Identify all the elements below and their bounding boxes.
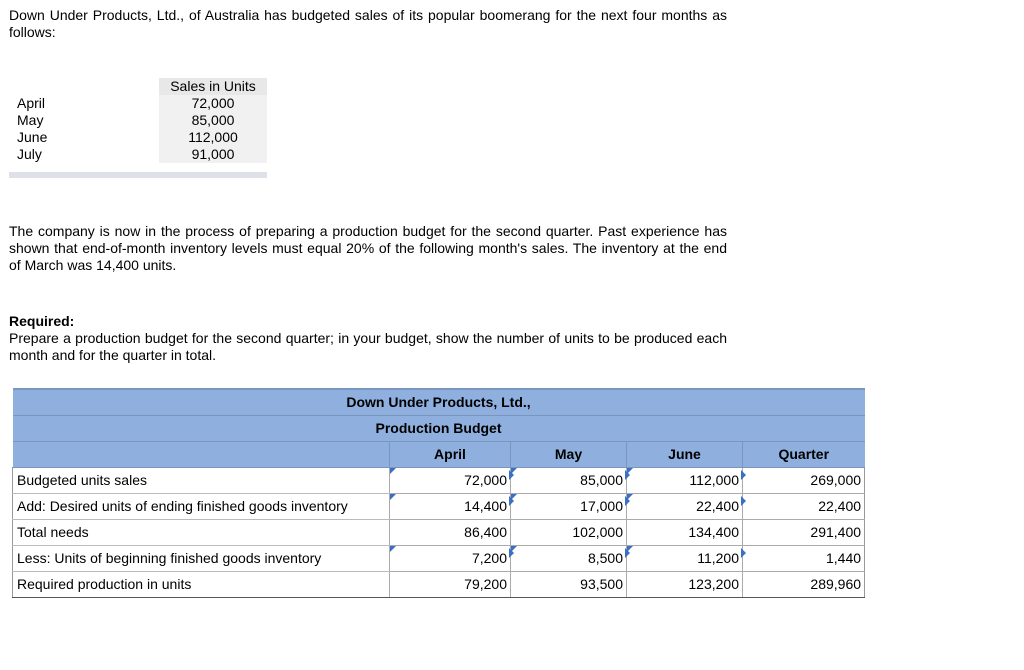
table-row — [13, 493, 865, 519]
answer-cell[interactable]: 22,400 — [627, 493, 743, 519]
answer-cell: 289,960 — [743, 571, 865, 597]
problem-intro: Down Under Products, Ltd., of Australia has budgeted sales of its popular boomerang for the next four months as follows: — [9, 7, 727, 40]
column-header-april: April — [390, 441, 511, 467]
sales-month: June — [17, 129, 48, 145]
answer-cell[interactable]: 112,000 — [627, 467, 743, 493]
budget-title: Production Budget — [13, 415, 865, 441]
answer-cell: 269,000 — [743, 467, 865, 493]
problem-context: The company is now in the process of preparing a production budget for the second quarter. Past experience has shown that end-of-month inventory levels must equal 20% of the following month's sales. The inventory at the end of March was 14,400 units. — [9, 223, 727, 273]
answer-cell[interactable]: 85,000 — [511, 467, 627, 493]
sales-units: 91,000 — [159, 146, 267, 163]
column-header-june: June — [627, 441, 743, 467]
sales-table-footer-bar — [9, 172, 267, 178]
sales-units: 85,000 — [159, 112, 267, 129]
row-label[interactable]: Add: Desired units of ending finished goods inventory — [13, 493, 390, 519]
row-label[interactable]: Less: Units of beginning finished goods inventory — [13, 545, 390, 571]
sales-header: Sales in Units — [159, 78, 267, 95]
row-label: Budgeted units sales — [13, 467, 390, 493]
sales-units: 72,000 — [159, 95, 267, 112]
answer-cell[interactable]: 7,200 — [390, 545, 511, 571]
budget-company: Down Under Products, Ltd., — [13, 389, 865, 415]
sales-month: July — [17, 146, 42, 162]
table-row — [13, 519, 865, 545]
answer-cell: 291,400 — [743, 519, 865, 545]
sales-table — [9, 78, 267, 163]
answer-cell[interactable]: 17,000 — [511, 493, 627, 519]
sales-units: 112,000 — [159, 129, 267, 146]
answer-cell[interactable]: 14,400 — [390, 493, 511, 519]
sales-month: May — [17, 112, 44, 128]
table-row — [13, 467, 865, 493]
answer-cell[interactable]: 11,200 — [627, 545, 743, 571]
row-label: Total needs — [13, 519, 390, 545]
sales-month: April — [17, 95, 46, 111]
table-row — [13, 571, 865, 597]
table-row — [13, 545, 865, 571]
answer-cell[interactable]: 72,000 — [390, 467, 511, 493]
answer-cell: 79,200 — [390, 571, 511, 597]
answer-cell: 134,400 — [627, 519, 743, 545]
row-label: Required production in units — [13, 571, 390, 597]
required-heading: Required: — [9, 313, 75, 329]
column-header-may: May — [511, 441, 627, 467]
column-header-quarter: Quarter — [743, 441, 865, 467]
required-text: Prepare a production budget for the second quarter; in your budget, show the number of units to be produced each month and for the quarter in total. — [9, 330, 727, 363]
answer-cell: 86,400 — [390, 519, 511, 545]
answer-cell: 123,200 — [627, 571, 743, 597]
column-header-blank — [13, 441, 390, 467]
answer-cell: 93,500 — [511, 571, 627, 597]
answer-cell[interactable]: 8,500 — [511, 545, 627, 571]
answer-cell: 102,000 — [511, 519, 627, 545]
production-budget-table — [12, 388, 865, 598]
answer-cell: 22,400 — [743, 493, 865, 519]
answer-cell: 1,440 — [743, 545, 865, 571]
